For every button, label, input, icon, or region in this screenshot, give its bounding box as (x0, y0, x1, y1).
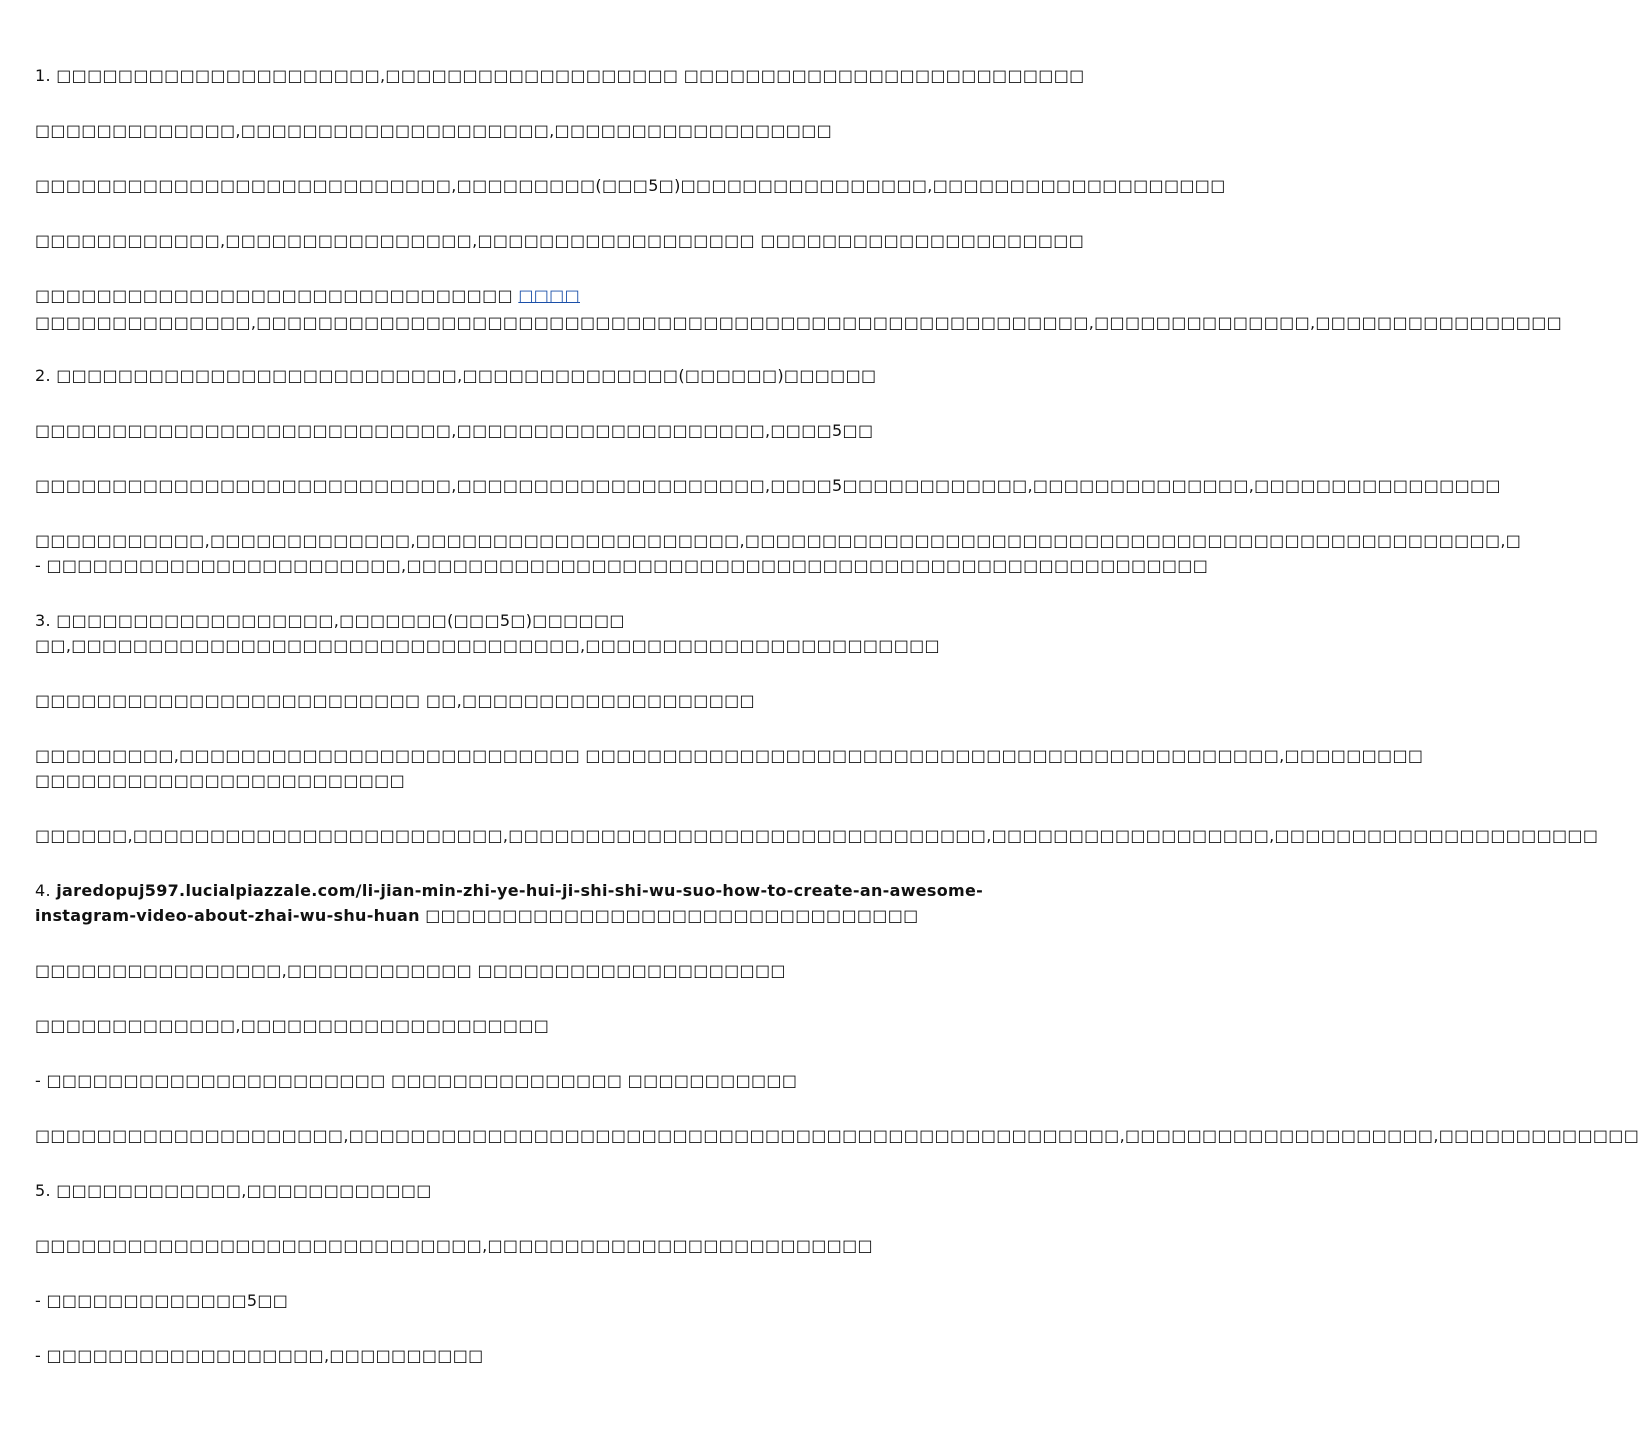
paragraph-text: □□□□□□□□□□□□□□□□,□□□□□□□□□□□□ □□□□□□□□□□□□□□□□□□□□ (35, 961, 786, 980)
paragraph-text: □□□□□□□□□□□□□,□□□□□□□□□□□□□□□□□□□□ (35, 1016, 550, 1035)
bold-url-text: jaredopuj597.lucialpiazzale.com/li-jian-min-zhi-ye-hui-ji-shi-shi-wu-suo-how-to-create-an-awesome- (56, 881, 984, 900)
paragraph-5-heading: 5. □□□□□□□□□□□□,□□□□□□□□□□□□ (35, 1181, 432, 1200)
paragraph-text: □□□□□□□□□□□□□□□□□□□□□□□□□□□□□,□□□□□□□□□□□□□□□□□□□□□□□□□ (35, 1236, 873, 1255)
paragraph-text: □□□□□□□□□□□□□□□□□□□□□□□□ (35, 771, 406, 790)
paragraph-text: □□□□□□□□□,□□□□□□□□□□□□□□□□□□□□□□□□□□ □□□□□□□□□□□□□□□□□□□□□□□□□□□□□□□□□□□□□□□□□□□□□,□□□□□□□□□ (35, 746, 1424, 765)
list-item: - □□□□□□□□□□□□□□□□□□□□□□ □□□□□□□□□□□□□□□ □□□□□□□□□□□ (35, 1071, 798, 1090)
list-number: 4. (35, 881, 57, 900)
paragraph-text: □□□□□□□□□□□□□□□□□□□□□□□□□□□□□□□ (35, 286, 519, 305)
list-item: - □□□□□□□□□□□□□5□□ (35, 1291, 289, 1310)
paragraph-text: □□□□□□□□□□□□□□,□□□□□□□□□□□□□□□□□□□□□□□□□□□□□□□□□□□□□□□□□□□□□□□□□□□□□□,□□□□□□□□□□□□□□,□□□□□□□□□□□□□□□□ (35, 313, 1563, 332)
list-item: - □□□□□□□□□□□□□□□□□□,□□□□□□□□□□ (35, 1346, 484, 1365)
paragraph-3-heading: 3. □□□□□□□□□□□□□□□□□□,□□□□□□□(□□□5□)□□□□□□ (35, 611, 625, 630)
paragraph-text: □□□□□□□□□□□□,□□□□□□□□□□□□□□□□,□□□□□□□□□□□□□□□□□□ □□□□□□□□□□□□□□□□□□□□□ (35, 231, 1085, 250)
paragraph-text: □□□□□□□□□□□□□□□□□□□□□□□□□□□□□□□□ (419, 906, 919, 925)
paragraph-text: □□,□□□□□□□□□□□□□□□□□□□□□□□□□□□□□□□□□,□□□□□□□□□□□□□□□□□□□□□□□ (35, 636, 940, 655)
paragraph-with-link (35, 284, 990, 308)
paragraph-text: □□□□□□,□□□□□□□□□□□□□□□□□□□□□□□□,□□□□□□□□□□□□□□□□□□□□□□□□□□□□□□□,□□□□□□□□□□□□□□□□□□,□□□□□□□□□□□□□□□□□□□□□ (35, 826, 1599, 845)
paragraph-4-heading (35, 879, 990, 903)
paragraph-1-heading: 1. □□□□□□□□□□□□□□□□□□□□□,□□□□□□□□□□□□□□□□□□□ □□□□□□□□□□□□□□□□□□□□□□□□□□ (35, 66, 1085, 85)
document-page (35, 0, 1639, 1449)
list-item: - □□□□□□□□□□□□□□□□□□□□□□□,□□□□□□□□□□□□□□□□□□□□□□□□□□□□□□□□□□□□□□□□□□□□□□□□□□□□ (35, 556, 1209, 575)
paragraph-text: □□□□□□□□□□□□□□□□□□□□□□□□□ □□,□□□□□□□□□□□□□□□□□□□ (35, 691, 755, 710)
paragraph-text: □□□□□□□□□□□□□□□□□□□□□□□□□□□,□□□□□□□□□□□□□□□□□□□□,□□□□5□□ (35, 421, 874, 440)
paragraph-4-heading-cont (35, 904, 990, 928)
inline-link[interactable]: □□□□ (518, 286, 580, 305)
paragraph-text: □□□□□□□□□□□□□□□□□□□□□□□□□□□,□□□□□□□□□(□□□5□)□□□□□□□□□□□□□□□□,□□□□□□□□□□□□□□□□□□□ (35, 176, 1226, 195)
bold-url-text: instagram-video-about-zhai-wu-shu-huan (35, 906, 420, 925)
paragraph-text: □□□□□□□□□□□□□□□□□□□□,□□□□□□□□□□□□□□□□□□□□□□□□□□□□□□□□□□□□□□□□□□□□□□□□□□,□□□□□□□□□□□□□□□□□□□□,□□□□□□□□□□□□□ (35, 1126, 1639, 1145)
paragraph-text: □□□□□□□□□□□□□□□□□□□□□□□□□□□,□□□□□□□□□□□□□□□□□□□□,□□□□5□□□□□□□□□□□□,□□□□□□□□□□□□□□,□□□□□□□□□□□□□□□□ (35, 476, 1501, 495)
paragraph-2-heading: 2. □□□□□□□□□□□□□□□□□□□□□□□□□□,□□□□□□□□□□□□□□(□□□□□□)□□□□□□ (35, 366, 877, 385)
paragraph-text: □□□□□□□□□□□,□□□□□□□□□□□□□,□□□□□□□□□□□□□□□□□□□□□,□□□□□□□□□□□□□□□□□□□□□□□□□□□□□□□□□□□□□□□□□□□□□□□□□,□ (35, 531, 1522, 550)
paragraph-text: □□□□□□□□□□□□□,□□□□□□□□□□□□□□□□□□□□,□□□□□□□□□□□□□□□□□□ (35, 121, 833, 140)
